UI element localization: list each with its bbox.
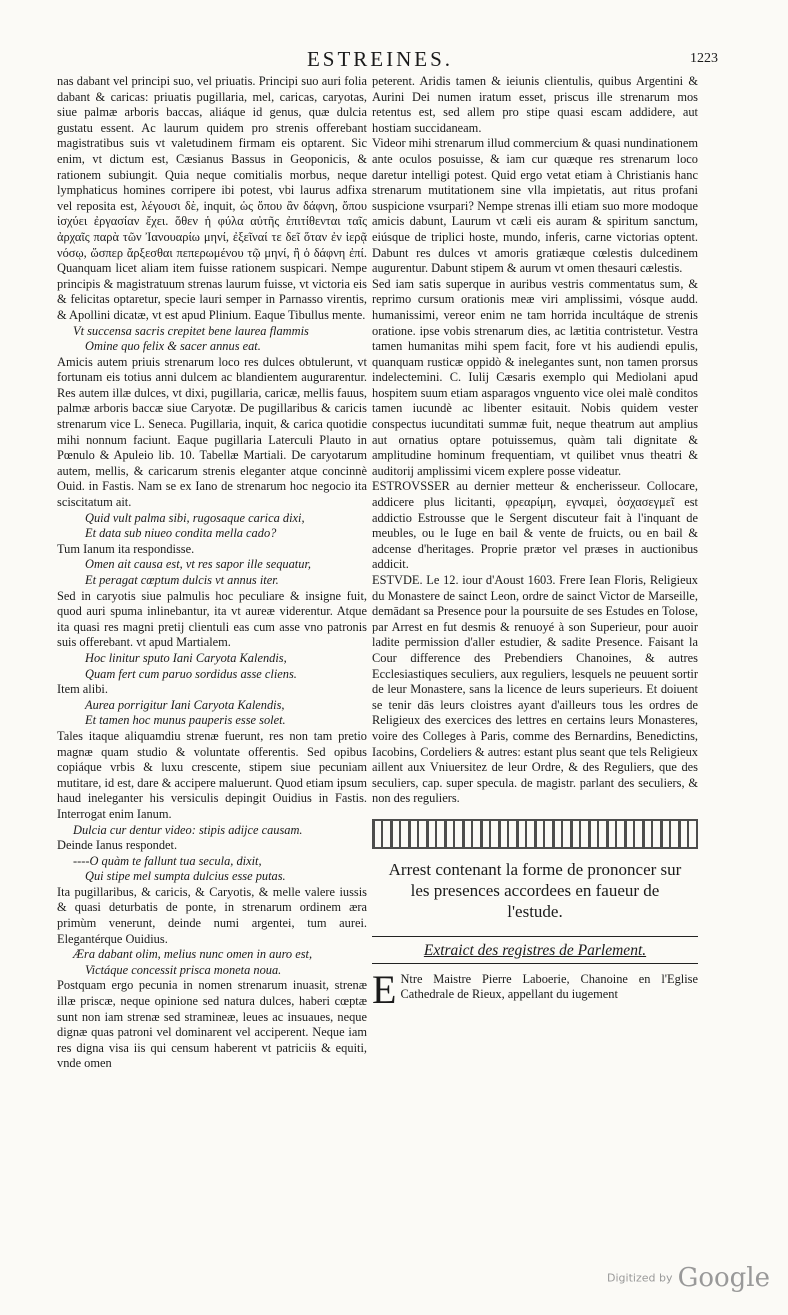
verse-line: Omine quo felix & sacer annus eat. <box>85 339 261 354</box>
paragraph: Tales itaque aliquamdiu strenæ fuerunt, res non tam pretio magnæ quam studio & voluntate offerentis. Sed opibus copiáque vrbis & luxu crescente, stipem siue pecuniam mutitare, id est, dare & accipere maluerunt. Quod etiam ipsum haud ineleganter his versiculis depingit Ouidius in Fastis. Interrogat enim Ianum. <box>57 728 367 821</box>
paragraph: Videor mihi strenarum illud commercium & quasi nundinationem ante oculos posuisse, & iam cur quæque res strenarum loco daretur intelligi potest. Quid ergo vetat etiam à Christianis hanc strenarum mutitationem sine vlla impietatis, aut ritus profani suspicione vsurpari? Nempe strenas illi etiam suo more modoque amicis dabunt, Laurum vt cæli eis auram & spiritum sanctum, eiúsque de triplici hoste, mundo, inferis, carne victorias optent. Dabunt res dulces vt amoris gratiæque cœlestis dulcedinem augurentur. Dabunt stipem & aurum vt omen thesauri cælestis. <box>372 136 698 276</box>
paragraph: Amicis autem priuis strenarum loco res dulces obtulerunt, vt fortunam eis totius anni dulcem ac blandientem augurarentur. Res autem illæ dulces, vt dixi, pugillaria, caricæ, mellis fauus, palmæ arboris baccæ siue Caryotæ. De pugillaribus & caricis strenarum vice L. Seneca. Pugillaria, inquit, & carica quotidie mihi nonnum faciunt. Eaque pugillaria Laterculi Plauto in Pœnulo & Apuleio lib. 10. Tabellæ Martiali. De caryotarum autem, mellis, & caricarum strenis eleganter atque concinnè Ouid. in Fastis. Nam se ex Iano de strenarum hoc negocio ita sciscitatum ait. <box>57 354 367 510</box>
page-header <box>60 47 718 71</box>
extract-heading: Extraict des registres de Parlement. <box>423 941 647 959</box>
paragraph: Tum Ianum ita respondisse. <box>57 541 195 556</box>
divider-top <box>372 936 698 937</box>
paragraph: ESTROVSSER au dernier metteur & encherisseur. Collocare, addicere plus licitanti, φρεαρίμη, εγναμεὶ, ὀσχασεγμεῖ est addictio Estrousse que le Sergent discuteur fait à l'inquant de meubles, ou le Iuge en bail & vente de fruicts, ou en bail & adcense d'heritages. Proprie prætor vel præses in auctionibus addicit. <box>372 479 698 572</box>
paragraph: Sed in caryotis siue palmulis hoc peculiare & insigne fuit, quod auri spuma inlinebantur, ita vt aureæ viderentur. Atque ita quasi res magni pretij clientuli eas cum asse vno patronis suis offerebant. vt apud Martialem. <box>57 588 367 650</box>
paragraph: Sed iam satis superque in auribus vestris commentatus sum, & reprimo cursum orationis meæ viri amplissimi, vósque audd. humanissimi, vereor enim ne tam horrida incultáque de strenis oratione. ipse vobis strenarum dies, ac lætitia contristetur. Vestra tamen humanitas mihi spem facit, fore vt his audiendi epulis, quanquam rusticæ oppidò & inelegantes sunt, non tamen prorsus indelectemini. C. Iulij Cæsaris exemplo qui Mediolani apud hospitem suum etiam asparagos vnguento vice olei malè conditos tamen iucundè ac libenter esitauit. Nobis quidem vester conspectus iucunditati summæ fuit, neque theatrum aut amplius aut ornatius optare potuissemus, quàm tali dignitate & amplitudine hominum frequentiam, vt quilibet vnus theatri & auditorij amplissimi vicem explere posse videatur. <box>372 276 698 478</box>
verse-line: Et data sub niueo condita mella cado? <box>85 526 277 541</box>
google-logo: Google <box>677 1263 770 1293</box>
verse-line: Et peragat cœptum dulcis vt annus iter. <box>85 573 279 587</box>
left-column <box>57 74 367 1072</box>
arrest-title: Arrest contenant la forme de prononcer sur les presences accordees en faueur de l'estude. <box>388 859 682 921</box>
extract-text: Ntre Maistre Pierre Laboerie, Chanoine en l'Eglise Cathedrale de Rieux, appellant du iugement <box>400 971 698 1002</box>
google-watermark <box>607 1263 770 1293</box>
paragraph: ESTVDE. Le 12. iour d'Aoust 1603. Frere Iean Floris, Religieux du Monastere de sainct Leon, ordre de sainct Victor de Marseille, demādant sa Presence pour la poursuite de ses Estudes en Tolose, par Arrest en fut desmis & renuoyé à son Superieur, pour auoir ladite permission d'aller estudier, & sadite Presence. Faisant la Cour difference des Prebendiers Chanoines, & autres Ecclesiastiques seculiers, aux reguliers, lesquels ne peuuent sortir de leur Monastere, sans la licence de leurs superieurs. Et doiuent se tenir dās leurs cloistres ayant d'ailleurs tous les ordres de Religieux des exercices des lettres en certains leurs Monasteres, voire des Colleges à Paris, comme des Bernardins, Benedictins, Iacobins, Cordeliers & autres: estant plus seant que tels Religieux aillent aux Vniuersitez de leur Ordre, & des Reguliers, que des seculiers, cap. super specula. de magistr. parlant des seculiers, & non des reguliers. <box>372 573 698 806</box>
paragraph: Item alibi. <box>57 682 108 697</box>
divider-bottom <box>372 963 698 964</box>
digitized-by-label: Digitized by <box>607 1271 673 1285</box>
verse-line: Victáque concessit prisca moneta noua. <box>85 962 282 977</box>
verse-line: Vt succensa sacris crepitet bene laurea flammis <box>73 323 309 338</box>
right-column <box>372 74 698 1012</box>
running-title: ESTREINES. <box>306 47 454 71</box>
verse-line: Aurea porrigitur Iani Caryota Kalendis, <box>85 697 285 712</box>
verse-line: Qui stipe mel sumpta dulcius esse putas. <box>85 869 286 884</box>
verse-line: Hoc linitur sputo Iani Caryota Kalendis, <box>85 650 287 665</box>
verse-line: Quam fert cum paruo sordidus asse cliens. <box>85 666 297 681</box>
ornamental-band <box>372 819 698 849</box>
paragraph: Deinde Ianus respondet. <box>57 838 178 853</box>
verse-line: Dulcia cur dentur video: stipis adijce causam. <box>73 822 303 837</box>
paragraph: nas dabant vel principi suo, vel priuatis. Principi suo auri folia dabant & caricas: priuatis pugillaria, mel, caricas, caryotas, siue palmæ arboris baccas, aliáque id genus, quæ dulcia gustatu essent. Ac laurum quidem pro strenis offerebant magistratibus suis vt valetudinem firmam eis optarent. Sic enim, vt dictum est, Cæsianus Bassus in Geoponicis, & rationem subiungit. Quia neque comitialis morbus, neque lymphaticus homines corripere ibi potest, vbi laurus adfixa vel reposita est, λέγουσι δὲ, inquit, ὡς ὅπου ἂν δάφνη, ὅπου ἰσχύει ἐργασίαν ἔχει. ὅθεν ἡ φύλα αὐτῆς ἐπιτίθενται ταῖς ἀρχαῖς παρὰ τῶν Ἰανουαρίω μηνί, ἐξεῖναί τε δεῖ ὅταν ἐν ἱερᾷ νόσῳ, ὥσπερ ἄρξεσθαι πεπερωμένου τῷ μηνί, ἢ ὁ δάφνη ἐπί. Quanquam licet aliam item fuisse rationem suspicari. Nempe principis & magistratuum strenas laurum fuisse, vt victoria eis & felicitas optaretur, specie lauri semper in Parnasso virentis, & Apollini dicatæ, vt est apud Plinium. Eaque Tibullus mente. <box>57 74 367 322</box>
right-column-text <box>372 74 698 807</box>
paragraph: Postquam ergo pecunia in nomen strenarum inuasit, strenæ illæ priscæ, neque opinione sed natura dulces, haberi cœptæ sunt non iam strenæ sed stramineæ, leues ac insuaues, neque dignæ quas patroni vel dominarent vel acciperent. Neque iam res digna visa iis qui censum haberent vt patriciis & equiti, vnde omen <box>57 978 367 1071</box>
paragraph: Ita pugillaribus, & caricis, & Caryotis, & melle valere iussis & quasi deturbatis de ponte, in strenarum ordinem æra primùm venerunt, deinde numi argentei, tum aurei. Elegantérque Ouidius. <box>57 884 367 946</box>
page-number: 1223 <box>690 51 718 66</box>
verse-line: Et tamen hoc munus pauperis esse solet. <box>85 713 286 728</box>
verse-line: ----O quàm te fallunt tua secula, dixit, <box>73 853 262 868</box>
extract-paragraph <box>372 966 698 1012</box>
verse-line: Omen ait causa est, vt res sapor ille sequatur, <box>85 557 311 572</box>
verse-line: Quid vult palma sibi, rugosaque carica dixi, <box>85 510 305 525</box>
drop-cap: E <box>372 966 397 1012</box>
paragraph: peterent. Aridis tamen & ieiunis clientulis, quibus Argentini & Aurini Dei numen iratum esset, priscus ille strenarum mos retentus est, sed allem pro stipe quasi escam addidere, aut hostiam succidaneam. <box>372 74 698 135</box>
verse-line: Æra dabant olim, melius nunc omen in auro est, <box>73 947 313 962</box>
